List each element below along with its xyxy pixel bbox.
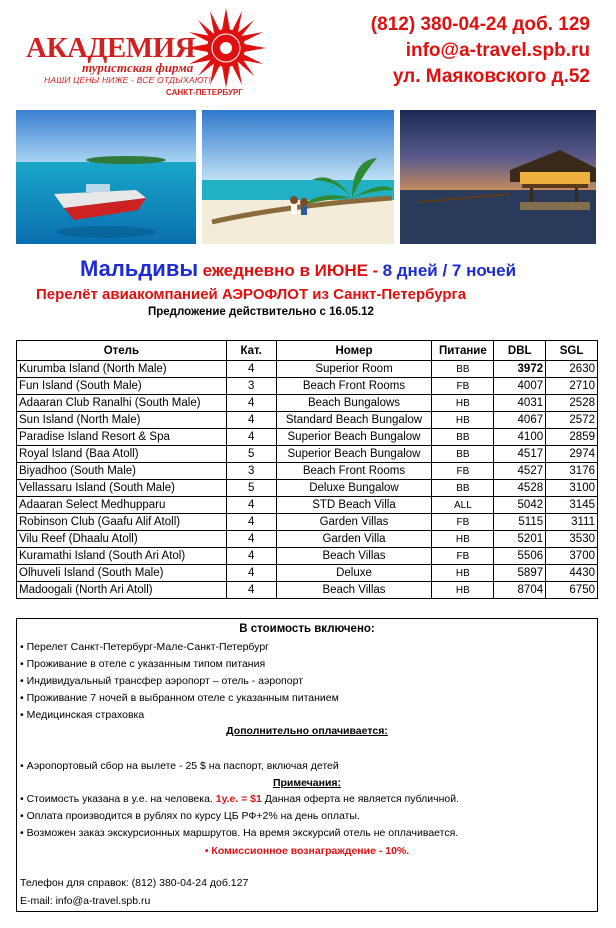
photo-boat [16,110,196,244]
note-currency-rate: 1у.е. = $1 [215,793,262,805]
table-row [17,514,598,531]
cell-sgl: 6750 [546,582,598,599]
cell-hotel: Robinson Club (Gaafu Alif Atoll) [17,514,227,531]
table-row [17,361,598,378]
cell-meal: HB [432,395,494,412]
cell-hotel: Vellassaru Island (South Male) [17,480,227,497]
cell-dbl: 5201 [494,531,546,548]
logo-subtitle: туристская фирма [82,60,194,75]
table-row [17,531,598,548]
cell-meal: BB [432,429,494,446]
cell-sgl: 3111 [546,514,598,531]
table-row [17,446,598,463]
cell-dbl: 4007 [494,378,546,395]
cell-category: 4 [226,429,276,446]
cell-sgl: 2974 [546,446,598,463]
cell-hotel: Sun Island (North Male) [17,412,227,429]
cell-sgl: 4430 [546,565,598,582]
table-row [17,378,598,395]
cell-meal: FB [432,463,494,480]
table-row [17,412,598,429]
included-box [16,618,598,912]
cell-dbl: 4067 [494,412,546,429]
cell-category: 3 [226,463,276,480]
cell-room: STD Beach Villa [276,497,432,514]
table-row [17,463,598,480]
cell-meal: FB [432,514,494,531]
cell-dbl: 4517 [494,446,546,463]
cell-room: Garden Villas [276,514,432,531]
cell-hotel: Olhuveli Island (South Male) [17,565,227,582]
included-item: • Индивидуальный трансфер аэропорт – отель - аэропорт [20,675,304,687]
cell-sgl: 2630 [546,361,598,378]
header-dbl: DBL [494,341,546,361]
cell-meal: HB [432,565,494,582]
note-currency [20,793,459,805]
cell-dbl: 4100 [494,429,546,446]
note-currency-suffix: Данная оферта не является публичной. [261,793,460,805]
contact-phone-line: Телефон для справок: (812) 380-04-24 доб.127 [20,877,249,889]
cell-meal: HB [432,531,494,548]
cell-category: 4 [226,395,276,412]
header-category: Кат. [226,341,276,361]
cell-category: 4 [226,497,276,514]
header-room: Номер [276,341,432,361]
cell-dbl: 8704 [494,582,546,599]
cell-room: Beach Villas [276,582,432,599]
cell-room: Standard Beach Bungalow [276,412,432,429]
cell-category: 4 [226,514,276,531]
cell-sgl: 3530 [546,531,598,548]
photo-resort-night [400,110,596,244]
cell-sgl: 2710 [546,378,598,395]
included-item: • Медицинская страховка [20,709,145,721]
cell-meal: BB [432,480,494,497]
cell-dbl: 5506 [494,548,546,565]
cell-room: Superior Beach Bungalow [276,446,432,463]
table-row [17,548,598,565]
cell-room: Beach Bungalows [276,395,432,412]
address: ул. Маяковского д.52 [392,66,590,87]
header-hotel: Отель [17,341,227,361]
table-row [17,480,598,497]
cell-sgl: 3700 [546,548,598,565]
cell-category: 5 [226,480,276,497]
price-table [16,340,598,599]
cell-room: Beach Villas [276,548,432,565]
notes-heading: Примечания: [272,777,342,789]
included-item: • Проживание в отеле с указанным типом питания [20,658,266,670]
cell-dbl: 4528 [494,480,546,497]
cell-hotel: Vilu Reef (Dhaalu Atoll) [17,531,227,548]
cell-meal: FB [432,378,494,395]
cell-sgl: 2572 [546,412,598,429]
cell-dbl: 5042 [494,497,546,514]
offer-title [80,256,516,282]
cell-dbl: 4527 [494,463,546,480]
contact-block [371,12,590,90]
cell-meal: BB [432,361,494,378]
cell-hotel: Biyadhoo (South Male) [17,463,227,480]
contact-email-line[interactable]: E-mail: info@a-travel.spb.ru [20,895,151,907]
cell-hotel: Kurumba Island (North Male) [17,361,227,378]
photo-palm-beach [202,110,394,244]
cell-room: Garden Villa [276,531,432,548]
cell-room: Superior Room [276,361,432,378]
table-row [17,497,598,514]
cell-sgl: 2859 [546,429,598,446]
cell-category: 4 [226,565,276,582]
cell-hotel: Kuramathi Island (South Ari Atol) [17,548,227,565]
cell-meal: BB [432,446,494,463]
cell-meal: FB [432,548,494,565]
included-item: • Перелет Санкт-Петербург-Мале-Санкт-Петербург [20,641,270,653]
extra-item: • Аэропортовый сбор на вылете - 25 $ на паспорт, включая детей [20,760,339,772]
note-currency-prefix: • Стоимость указана в у.е. на человека. [20,793,216,805]
header [0,0,616,108]
cell-hotel: Adaaran Club Ranalhi (South Male) [17,395,227,412]
cell-hotel: Royal Island (Baa Atoll) [17,446,227,463]
cell-room: Superior Beach Bungalow [276,429,432,446]
included-heading: В стоимость включено: [239,623,375,635]
cell-meal: HB [432,412,494,429]
table-row [17,582,598,599]
table-row [17,565,598,582]
header-sgl: SGL [546,341,598,361]
cell-meal: HB [432,582,494,599]
cell-meal: ALL [432,497,494,514]
header-meal: Питание [432,341,494,361]
cell-category: 4 [226,361,276,378]
cell-category: 4 [226,531,276,548]
flight-info: Перелёт авиакомпанией АЭРОФЛОТ из Санкт-Петербурга [36,286,467,303]
cell-category: 5 [226,446,276,463]
cell-category: 4 [226,548,276,565]
offer-validity: Предложение действительно с 16.05.12 [148,306,374,318]
cell-sgl: 3176 [546,463,598,480]
cell-dbl: 5897 [494,565,546,582]
included-item: • Проживание 7 ночей в выбранном отеле с указанным питанием [20,692,339,704]
table-row [17,429,598,446]
cell-hotel: Fun Island (South Male) [17,378,227,395]
schedule-text: ежедневно в ИЮНЕ [202,261,368,280]
cell-room: Deluxe Bungalow [276,480,432,497]
cell-room: Beach Front Rooms [276,463,432,480]
cell-dbl: 3972 [494,361,546,378]
logo-city: САНКТ-ПЕТЕРБУРГ [166,88,243,97]
cell-room: Deluxe [276,565,432,582]
phone-number[interactable]: (812) 380-04-24 доб. 129 [370,14,590,35]
commission-note: • Комиссионное вознаграждение - 10%. [204,845,410,857]
cell-hotel: Madoogali (North Ari Atoll) [17,582,227,599]
duration-text: 8 дней / 7 ночей [382,261,517,280]
cell-hotel: Paradise Island Resort & Spa [17,429,227,446]
note-payment: • Оплата производится в рублях по курсу ЦБ РФ+2% на день оплаты. [20,810,360,822]
cell-category: 4 [226,412,276,429]
extra-heading: Дополнительно оплачивается: [226,725,388,737]
cell-category: 4 [226,582,276,599]
table-header-row [17,341,598,361]
cell-sgl: 3145 [546,497,598,514]
title-dash: - [372,261,379,280]
logo-name: АКАДЕМИЯ [26,32,196,64]
destination-title: Мальдивы [80,256,199,281]
company-logo[interactable] [18,6,268,104]
email-link[interactable]: info@a-travel.spb.ru [405,40,590,61]
logo-slogan: НАШИ ЦЕНЫ НИЖЕ - ВСЕ ОТДЫХАЮТ! [44,75,211,85]
cell-hotel: Adaaran Select Medhupparu [17,497,227,514]
cell-dbl: 4031 [494,395,546,412]
note-excursions: • Возможен заказ экскурсионных маршрутов. На время экскурсий отель не оплачивается. [20,827,459,839]
cell-sgl: 2528 [546,395,598,412]
cell-category: 3 [226,378,276,395]
cell-room: Beach Front Rooms [276,378,432,395]
cell-dbl: 5115 [494,514,546,531]
table-row [17,395,598,412]
cell-sgl: 3100 [546,480,598,497]
